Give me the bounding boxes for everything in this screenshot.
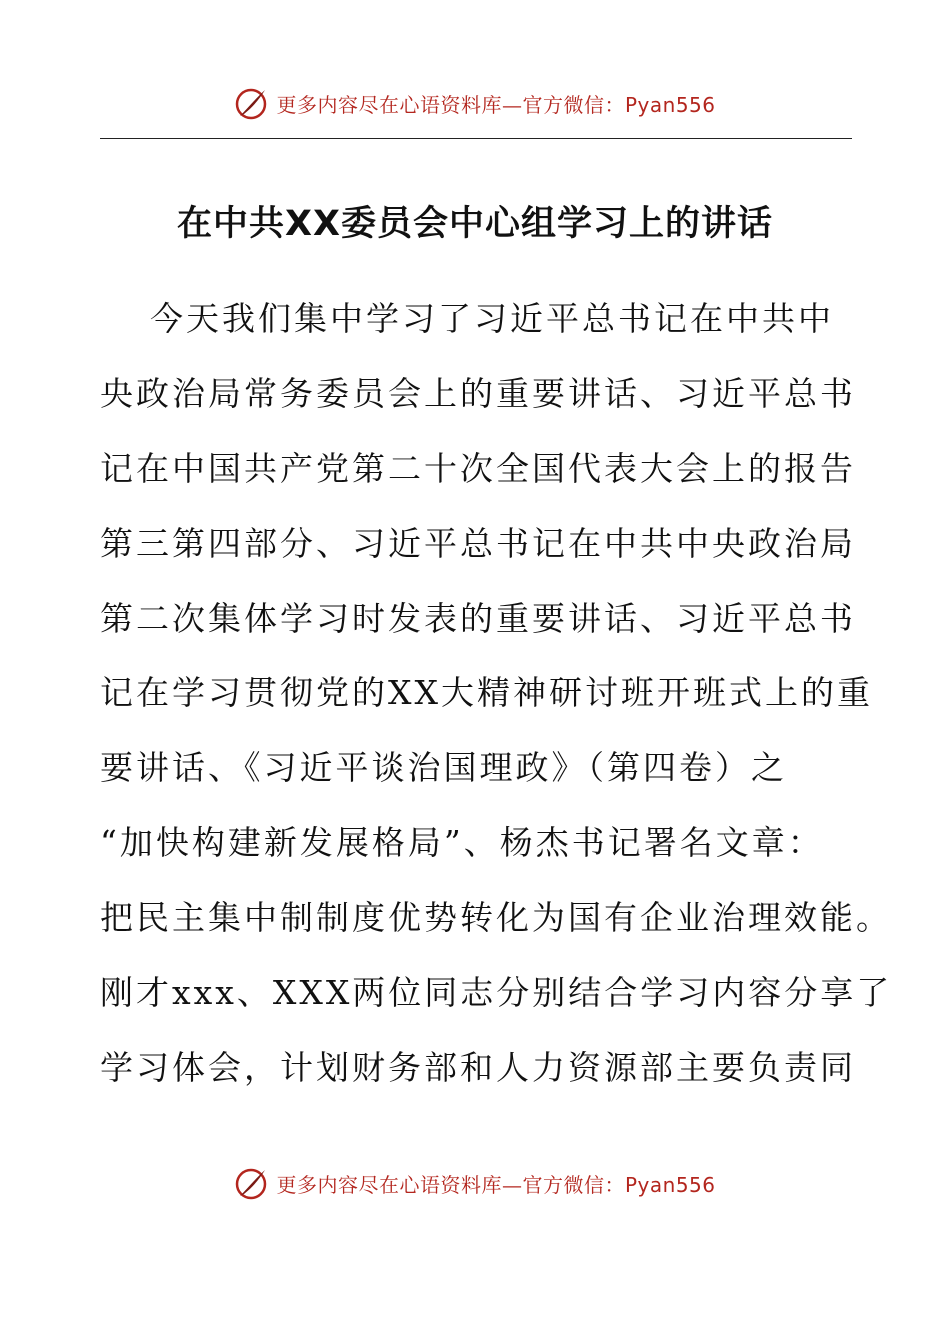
body-line: 央政治局常务委员会上的重要讲话、习近平总书 bbox=[100, 373, 856, 413]
body-line: 第三第四部分、习近平总书记在中共中央政治局 bbox=[100, 523, 856, 563]
footer-wechat-label: 官方微信： bbox=[522, 1172, 625, 1197]
body-line: 记在中国共产党第二十次全国代表大会上的报告 bbox=[100, 448, 856, 488]
header-divider bbox=[100, 138, 852, 139]
footer-banner bbox=[0, 1158, 950, 1208]
quill-logo-icon bbox=[234, 86, 268, 120]
header-brand: 更多内容尽在心语资料库 bbox=[276, 92, 502, 117]
body-line: 刚才xxx、XXX两位同志分别结合学习内容分享了 bbox=[100, 973, 893, 1013]
body-line: 记在学习贯彻党的XX大精神研讨班开班式上的重 bbox=[100, 673, 873, 713]
footer-banner-text bbox=[276, 1169, 715, 1198]
document-body bbox=[100, 296, 893, 1120]
footer-brand: 更多内容尽在心语资料库 bbox=[276, 1172, 502, 1197]
header-wechat-label: 官方微信： bbox=[522, 92, 625, 117]
header-banner bbox=[0, 78, 950, 128]
footer-wechat-id: Pyan556 bbox=[624, 1172, 716, 1197]
document-title: 在中共XX委员会中心组学习上的讲话 bbox=[177, 204, 773, 244]
body-line: “加快构建新发展格局”、杨杰书记署名文章： bbox=[100, 823, 824, 863]
header-wechat-id: Pyan556 bbox=[624, 92, 716, 117]
header-banner-text bbox=[276, 89, 715, 118]
body-line: 把民主集中制制度优势转化为国有企业治理效能。 bbox=[100, 898, 892, 938]
quill-logo-icon bbox=[234, 1166, 268, 1200]
body-line: 第二次集体学习时发表的重要讲话、习近平总书 bbox=[100, 598, 856, 638]
header-separator: — bbox=[501, 92, 523, 117]
body-line: 今天我们集中学习了习近平总书记在中共中 bbox=[150, 299, 834, 338]
footer-separator: — bbox=[501, 1172, 523, 1197]
body-line: 要讲话、《习近平谈治国理政》（第四卷）之 bbox=[100, 748, 787, 788]
body-line: 学习体会，计划财务部和人力资源部主要负责同 bbox=[100, 1047, 856, 1087]
